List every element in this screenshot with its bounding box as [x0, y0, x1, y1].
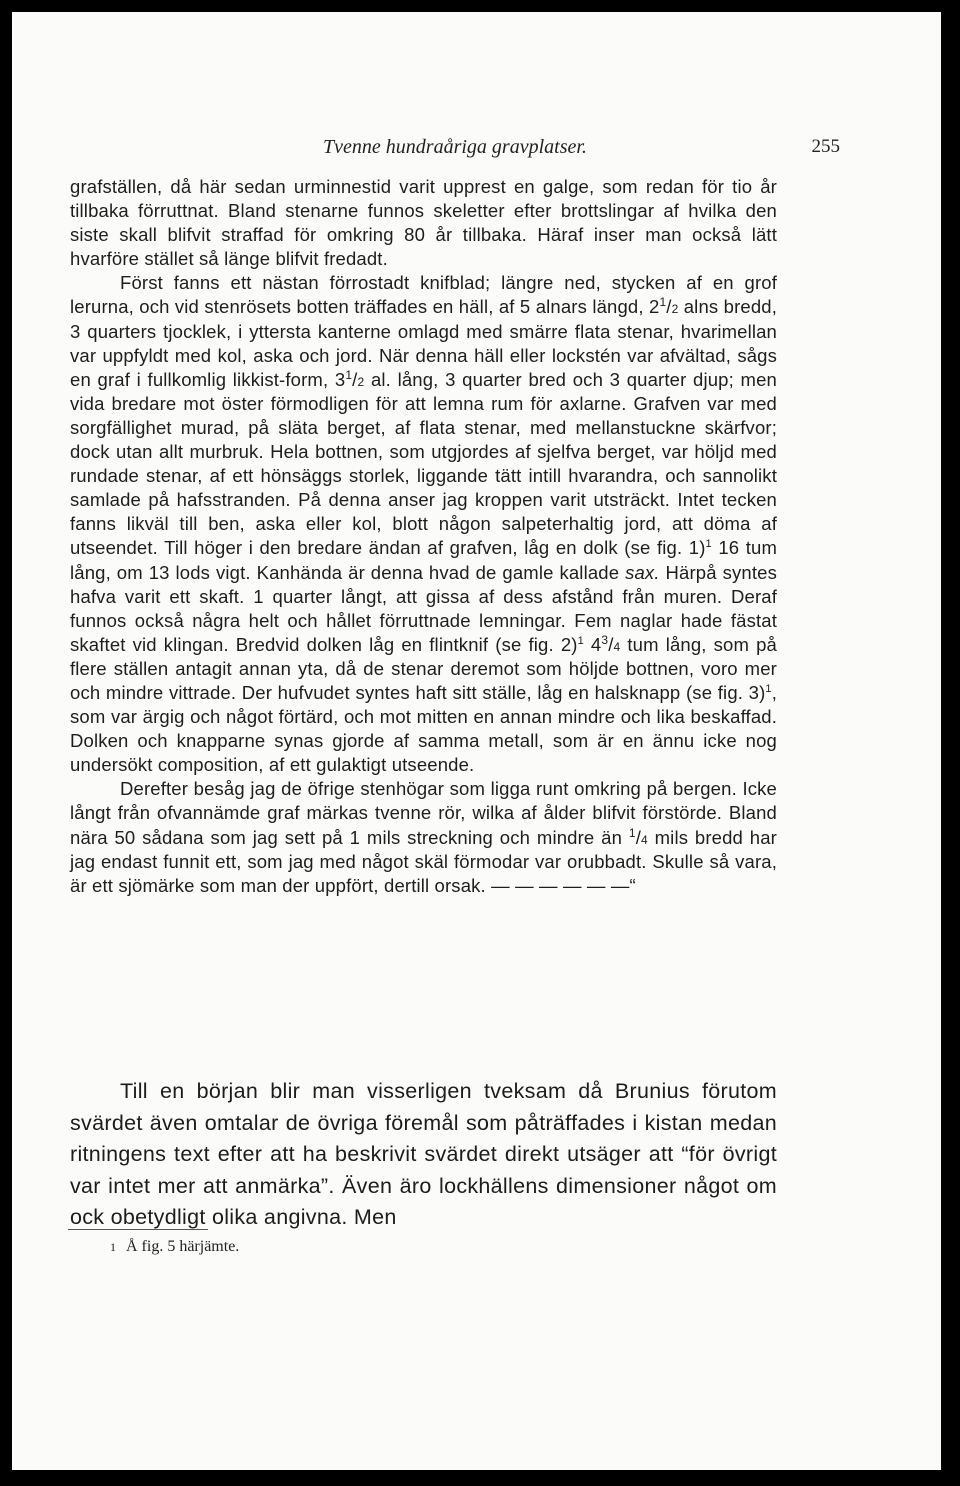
paragraph-2-part: 4 — [583, 633, 602, 655]
paragraph-2-part: , som var ärgig och något förtärd, och mot mitten en annan mindre och lika beskaffad. Dolken och knapparne synas gjorde af samma metall, som är en ännu icke nog undersökt composition, af ett gulaktigt utseende. — [70, 681, 777, 776]
fraction-denominator: 4 — [640, 832, 648, 847]
commentary-paragraph: Till en början blir man visserligen tveksam då Brunius förutom svärdet även omtalar de övriga föremål som påträffades i kistan medan ritningens text efter att ha beskrivit svärdet direkt utsäger att “för övrigt var intet mer att anmärka”. Även äro lockhällens dimensioner något om ock obetydligt olika angivna. Men — [70, 1079, 777, 1230]
fraction-denominator: 2 — [671, 302, 679, 317]
paragraph-1: grafställen, då här sedan urminnestid varit upprest en galge, som redan för tio år tillbaka förruttnat. Bland stenarne funnos skeletter efter brottslingar af hvilka den siste skall blifvit straffad för omkring 80 år tillbaka. Häraf inser man också lätt hvarföre stället så länge blifvit fredadt. — [70, 176, 777, 270]
paragraph-3-part: Derefter besåg jag de öfrige stenhögar som ligga runt omkring på bergen. Icke långt från ofvannämde graf märkas tvenne rör, wilka af ålder blifvit förstörde. Bland nära 50 sådana som jag sett på 1 mils streckning och mindre än — [70, 778, 777, 848]
running-title: Tvenne hundraåriga gravplatser. — [323, 136, 587, 158]
footnote-text: Å fig. 5 härjämte. — [126, 1238, 240, 1255]
paragraph-2-part: 16 tum lång, om 13 lods vigt. Kanhända är denna hvad de gamle kallade — [70, 537, 777, 583]
footnote-mark: 1 — [110, 1240, 116, 1254]
italic-term: sax. — [625, 561, 660, 583]
page-number: 255 — [811, 136, 840, 157]
commentary-text — [70, 1076, 777, 1234]
paragraph-2-part: alns bredd, 3 quarters tjocklek, i yttersta kanterne omlagd med smärre flata stenar, hvarimellan var uppfyldt med kol, aska och jord. När denna häll eller lockstén var afvältad, sågs en graf i fullkomlig likkist-form, 3 — [70, 296, 777, 390]
paragraph-2-part: tum lång, som på flere ställen antagit annan yta, då de stenar deremot som höljde bottnen, voro mer och mindre vittrade. Der hufvudet syntes haft sitt ställe, låg en halsknapp (se fig. 3) — [70, 633, 778, 703]
document-page — [12, 12, 941, 1470]
paragraph-2-part: Först fanns ett nästan förrostadt knifblad; längre ned, stycken af en grof lerurna, och vid stenrösets botten träffades en häll, af 5 alnars längd, 2 — [70, 272, 777, 318]
footnote-divider — [68, 1229, 208, 1230]
fraction-numerator: 1 — [659, 295, 667, 310]
page-header — [70, 136, 840, 166]
footnote-reference: 1 — [765, 682, 772, 695]
paragraph-2: Först fanns ett nästan förrostadt knifblad; längre ned, stycken af en grof lerurna, och vid stenrösets botten träffades en häll, af 5 alnars längd, $2^1/2$ alns bredd, 3 quarters tjocklek, i yttersta kanterne omlagd med smärre flata stenar, hvarimellan var uppfyldt med kol, aska och jord. När denna häll eller lockstén var afvältad, sågs en graf i fullkomlig likkist-form, $3^1/2$ al. lång, 3 quarter bred och 3 quarter djup; men vida bredare mot öster förmodligen för att lemna rum för axlarne. Grafven var med sorgfällighet murad, på släta berget, af flata stenar, med mellanstuckne skärfvor; dock utan allt murbruk. Hela bottnen, som utgjordes af sjelfva berget, var höljd med rundade stenar, af ett hönsäggs storlek, liggande tätt intill hvarandra, och sannolikt samlade på hafsstranden. På denna anser jag kroppen varit utsträckt. Intet tecken fanns likväl till ben, aska eller kol, blott någon salpeterhaltig jord, att döma af utseendet. Till höger i den bredare ändan af grafven, låg en dolk (se fig. 1)$^1$ 16 tum lång, om 13 lods vigt. Kanhända är denna hvad de gamle kallade sax. Härpå syntes hafva varit ett skaft. 1 quarter långt, att gissa af dess afstånd från muren. Deraf funnos också några helt och hållet förruttnade lemningar. Fem naglar hade fästat skaftet vid klingan. Bredvid dolken låg en flintknif (se fig. 2)$^1$ $4^3/4$ tum lång, som på flere ställen antagit annan yta, då de stenar deremot som höljde bottnen, voro mer och mindre vittrade. Der hufvudet syntes haft sitt ställe, låg en halsknapp (se fig. 3)$^1$, som var ärgig och något förtärd, och mot mitten en annan mindre och lika beskaffad. Dolken och knapparne synas gjorde af samma metall, som är en ännu icke nog undersökt composition, af ett gulaktigt utseende. — [70, 272, 778, 776]
paragraph-2-part: Härpå syntes hafva varit ett skaft. 1 quarter långt, att gissa af dess afstånd från muren. Deraf funnos också några helt och hållet förruttnade lemningar. Fem naglar hade fästat skaftet vid klingan. Bredvid dolken låg en flintknif (se fig. 2) — [70, 561, 777, 655]
fraction-numerator: 3 — [601, 632, 609, 647]
quoted-body-text — [70, 175, 777, 898]
paragraph-3: Derefter besåg jag de öfrige stenhögar som ligga runt omkring på bergen. Icke långt från ofvannämde graf märkas tvenne rör, wilka af ålder blifvit förstörde. Bland nära 50 sådana som jag sett på 1 mils streckning och mindre än $^1$/4 mils bredd har jag endast funnit ett, som jag med något skäl förmodar var orubbadt. Skulle så vara, är ett sjömärke som man der uppfört, dertill orsak. — — — — — —“ — [70, 778, 777, 896]
fraction-denominator: 4 — [613, 639, 621, 654]
fraction-denominator: 2 — [357, 374, 365, 389]
paragraph-2-part: al. lång, 3 quarter bred och 3 quarter djup; men vida bredare mot öster förmodligen för att lemna rum för axlarne. Grafven var med sorgfällighet murad, på släta berget, af flata stenar, med mellanstuckne skärfvor; dock utan allt murbruk. Hela bottnen, som utgjordes af sjelfva berget, var höljd med rundade stenar, af ett hönsäggs storlek, liggande tätt intill hvarandra, och sannolikt samlade på hafsstranden. På denna anser jag kroppen varit utsträckt. Intet tecken fanns likväl till ben, aska eller kol, blott någon salpeterhaltig jord, att döma af utseendet. Till höger i den bredare ändan af grafven, låg en dolk (se fig. 1) — [70, 368, 777, 559]
footnote — [110, 1238, 239, 1256]
footnote-reference: 1 — [705, 538, 712, 551]
fraction-numerator: 1 — [345, 367, 353, 382]
paragraph-3-part: mils bredd har jag endast funnit ett, som jag med något skäl förmodar var orubbadt. Skulle så vara, är ett sjömärke som man der uppfört, dertill orsak. — — — — — —“ — [70, 826, 777, 896]
footnote-reference: 1 — [577, 634, 584, 647]
fraction-numerator: 1 — [628, 825, 636, 840]
